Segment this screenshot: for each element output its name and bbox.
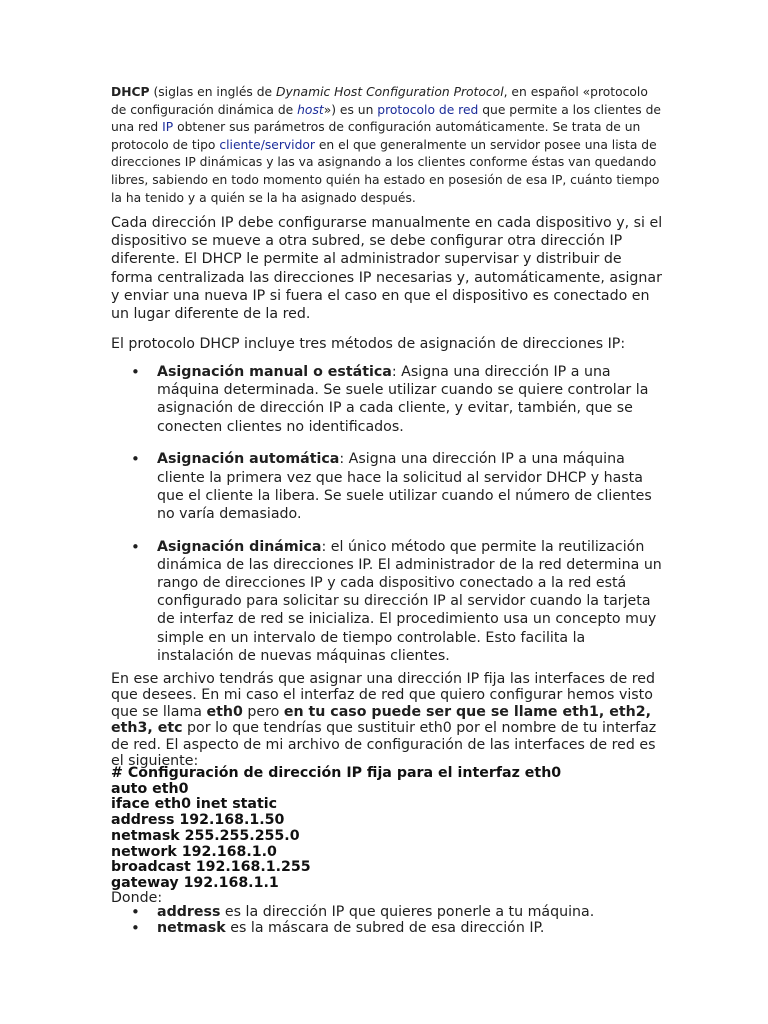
definitions-list xyxy=(111,904,671,937)
list-item xyxy=(111,450,666,523)
config-line: gateway 192.168.1.1 xyxy=(111,874,279,891)
emphasis: en tu caso puede ser que se llame eth1, eth2, eth3, etc xyxy=(111,703,651,737)
method-text: : el único método que permite la reutilización dinámica de las direcciones IP. El administrador de la red determina un rango de direcciones IP y cada dispositivo conectado a la red está configurado para solicitar su dirección IP al servidor cuando la tarjeta de interfaz de red se inicializa. El procedimiento usa un concepto muy simple en un intervalo de tiempo controlable. Esto facilita la instalación de nuevas máquinas clientes. xyxy=(157,538,662,664)
link-host[interactable]: host xyxy=(297,102,324,117)
config-line: network 192.168.1.0 xyxy=(111,843,277,860)
link-protocolo-de-red[interactable]: protocolo de red xyxy=(377,102,479,117)
intro-text: ») es un xyxy=(323,102,378,117)
config-line: iface eth0 inet static xyxy=(111,796,278,813)
intro-text: obtener sus parámetros de configuración automáticamente. Se trata de un protocolo de tipo xyxy=(111,120,641,152)
config-line: address 192.168.1.50 xyxy=(111,812,285,829)
intro-text: , en español «protocolo de configuración dinámica de xyxy=(111,85,648,117)
interface-name: eth0 xyxy=(206,703,243,720)
config-line: auto eth0 xyxy=(111,780,189,797)
method-text: : Asigna una dirección IP a una máquina cliente la primera vez que hace la solicitud al servidor DHCP y hasta que el cliente la libera. Se suele utilizar cuando el número de clientes no varía demasiado. xyxy=(157,451,652,522)
config-line: # Configuración de dirección IP fija para el interfaz eth0 xyxy=(111,765,562,781)
intro-text: que permite a los clientes de una red xyxy=(111,102,661,135)
term-dhcp: DHCP xyxy=(111,85,150,99)
paragraph-manual-config: Cada dirección IP debe configurarse manualmente en cada dispositivo y, si el dispositivo se mueve a otra subred, se debe configurar otra dirección IP diferente. El DHCP le permite al administrador supervisar y distribuir de forma centralizada las direcciones IP necesarias y, automáticamente, asignar y enviar una nueva IP si fuera el caso en que el dispositivo es conectado en un lugar diferente de la red. xyxy=(111,215,663,323)
method-title: Asignación dinámica xyxy=(157,538,322,555)
intro-paragraph xyxy=(111,84,661,207)
method-title: Asignación automática xyxy=(157,451,340,468)
methods-list xyxy=(111,363,666,680)
intro-text: (siglas en inglés de xyxy=(149,85,277,99)
paragraph-config-file xyxy=(111,671,671,769)
method-text: : Asigna una dirección IP a una máquina determinada. Se suele utilizar cuando se quiere controlar la asignación de dirección IP a cada cliente, y evitar, también, que se conecten clientes no identificados. xyxy=(157,364,649,435)
config-line: broadcast 192.168.1.255 xyxy=(111,859,311,876)
link-ip[interactable]: IP xyxy=(162,120,174,135)
text: por lo que tendrías que sustituir eth0 por el nombre de tu interfaz de red. El aspecto de mi archivo de configuración de las interfaces de red es el siguiente: xyxy=(111,720,657,770)
definition-text: es la dirección IP que quieres ponerle a tu máquina. xyxy=(220,904,595,920)
definition-text: es la máscara de subred de esa dirección IP. xyxy=(225,920,545,937)
list-item xyxy=(111,904,671,920)
text: pero xyxy=(242,703,284,720)
dhcp-expansion: Dynamic Host Configuration Protocol xyxy=(276,85,504,99)
config-line: netmask 255.255.255.0 xyxy=(111,827,300,844)
paragraph-methods-intro: El protocolo DHCP incluye tres métodos de asignación de direcciones IP: xyxy=(111,336,626,352)
donde-label: Donde: xyxy=(111,890,163,906)
method-title: Asignación manual o estática xyxy=(157,364,392,380)
definition-term: netmask xyxy=(157,920,226,937)
config-block xyxy=(111,766,671,892)
list-item xyxy=(111,538,666,665)
intro-text: en el que generalmente un servidor posee una lista de direcciones IP dinámicas y las va asignando a los clientes conforme éstas van quedando libres, sabiendo en todo momento quién ha estado en posesión de esa IP, cuánto tiempo la ha tenido y a quién se la ha asignado después. xyxy=(111,137,660,205)
list-item xyxy=(111,363,666,436)
text: En ese archivo tendrás que asignar una dirección IP fija las interfaces de red que desees. En mi caso el interfaz de red que quiero configurar hemos visto que se llama xyxy=(111,671,656,720)
list-item xyxy=(111,920,671,936)
link-cliente-servidor[interactable]: cliente/servidor xyxy=(219,137,315,152)
definition-term: address xyxy=(157,904,221,920)
